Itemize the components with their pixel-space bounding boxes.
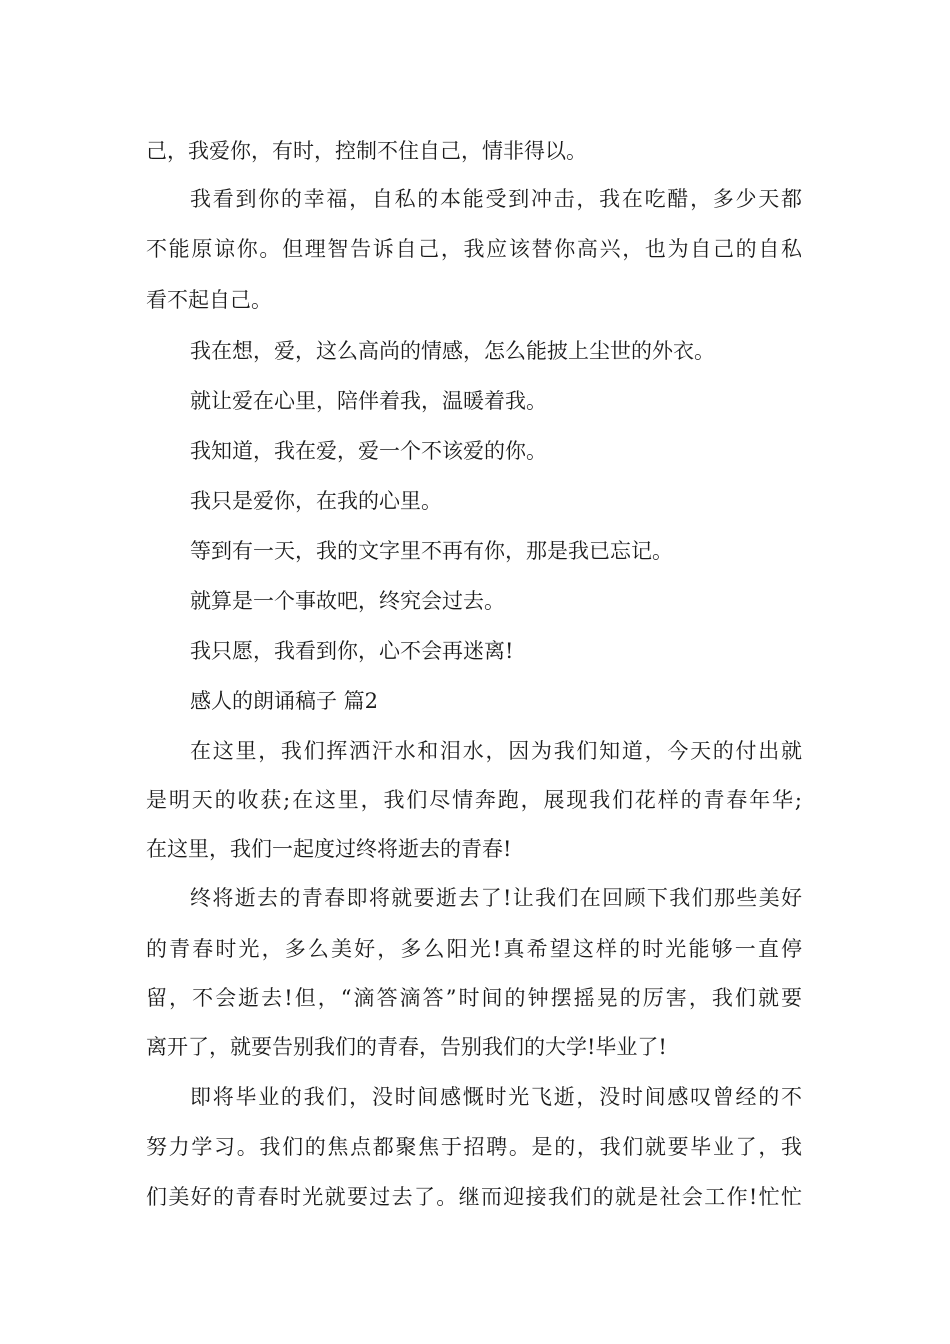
text-line: 的青春时光，多么美好，多么阳光!真希望这样的时光能够一直停 [146, 937, 802, 961]
paragraph-line: 我只是爱你，在我的心里。 [190, 489, 442, 513]
section-heading: 感人的朗诵稿子 篇2 [190, 689, 379, 713]
paragraph-first-line: 终将逝去的青春即将就要逝去了!让我们在回顾下我们那些美好 [190, 886, 802, 910]
text-line: 己，我爱你，有时，控制不住自己，情非得以。 [146, 139, 587, 163]
text-line: 们美好的青春时光就要过去了。继而迎接我们的就是社会工作!忙忙 [146, 1185, 802, 1209]
paragraph-first-line: 即将毕业的我们，没时间感慨时光飞逝，没时间感叹曾经的不 [190, 1085, 802, 1109]
paragraph-line: 就让爱在心里，陪伴着我，温暖着我。 [190, 389, 547, 413]
paragraph-line: 我知道，我在爱，爱一个不该爱的你。 [190, 439, 547, 463]
text-line: 是明天的收获;在这里，我们尽情奔跑，展现我们花样的青春年华; [146, 788, 802, 812]
paragraph-first-line: 在这里，我们挥洒汗水和泪水，因为我们知道，今天的付出就 [190, 739, 802, 763]
paragraph-line: 就算是一个事故吧，终究会过去。 [190, 589, 505, 613]
text-line: 留，不会逝去!但，“滴答滴答”时间的钟摆摇晃的厉害，我们就要 [146, 986, 802, 1010]
text-line: 努力学习。我们的焦点都聚焦于招聘。是的，我们就要毕业了，我 [146, 1135, 802, 1159]
text-line: 看不起自己。 [146, 288, 272, 312]
text-line: 在这里，我们一起度过终将逝去的青春! [146, 837, 512, 861]
paragraph-line: 我只愿，我看到你，心不会再迷离! [190, 639, 514, 663]
paragraph-line: 我在想，爱，这么高尚的情感，怎么能披上尘世的外衣。 [190, 339, 715, 363]
text-line: 离开了，就要告别我们的青春，告别我们的大学!毕业了! [146, 1035, 667, 1059]
paragraph-line: 等到有一天，我的文字里不再有你，那是我已忘记。 [190, 539, 673, 563]
paragraph-first-line: 我看到你的幸福，自私的本能受到冲击，我在吃醋，多少天都 [190, 187, 802, 211]
text-line: 不能原谅你。但理智告诉自己，我应该替你高兴，也为自己的自私 [146, 237, 802, 261]
